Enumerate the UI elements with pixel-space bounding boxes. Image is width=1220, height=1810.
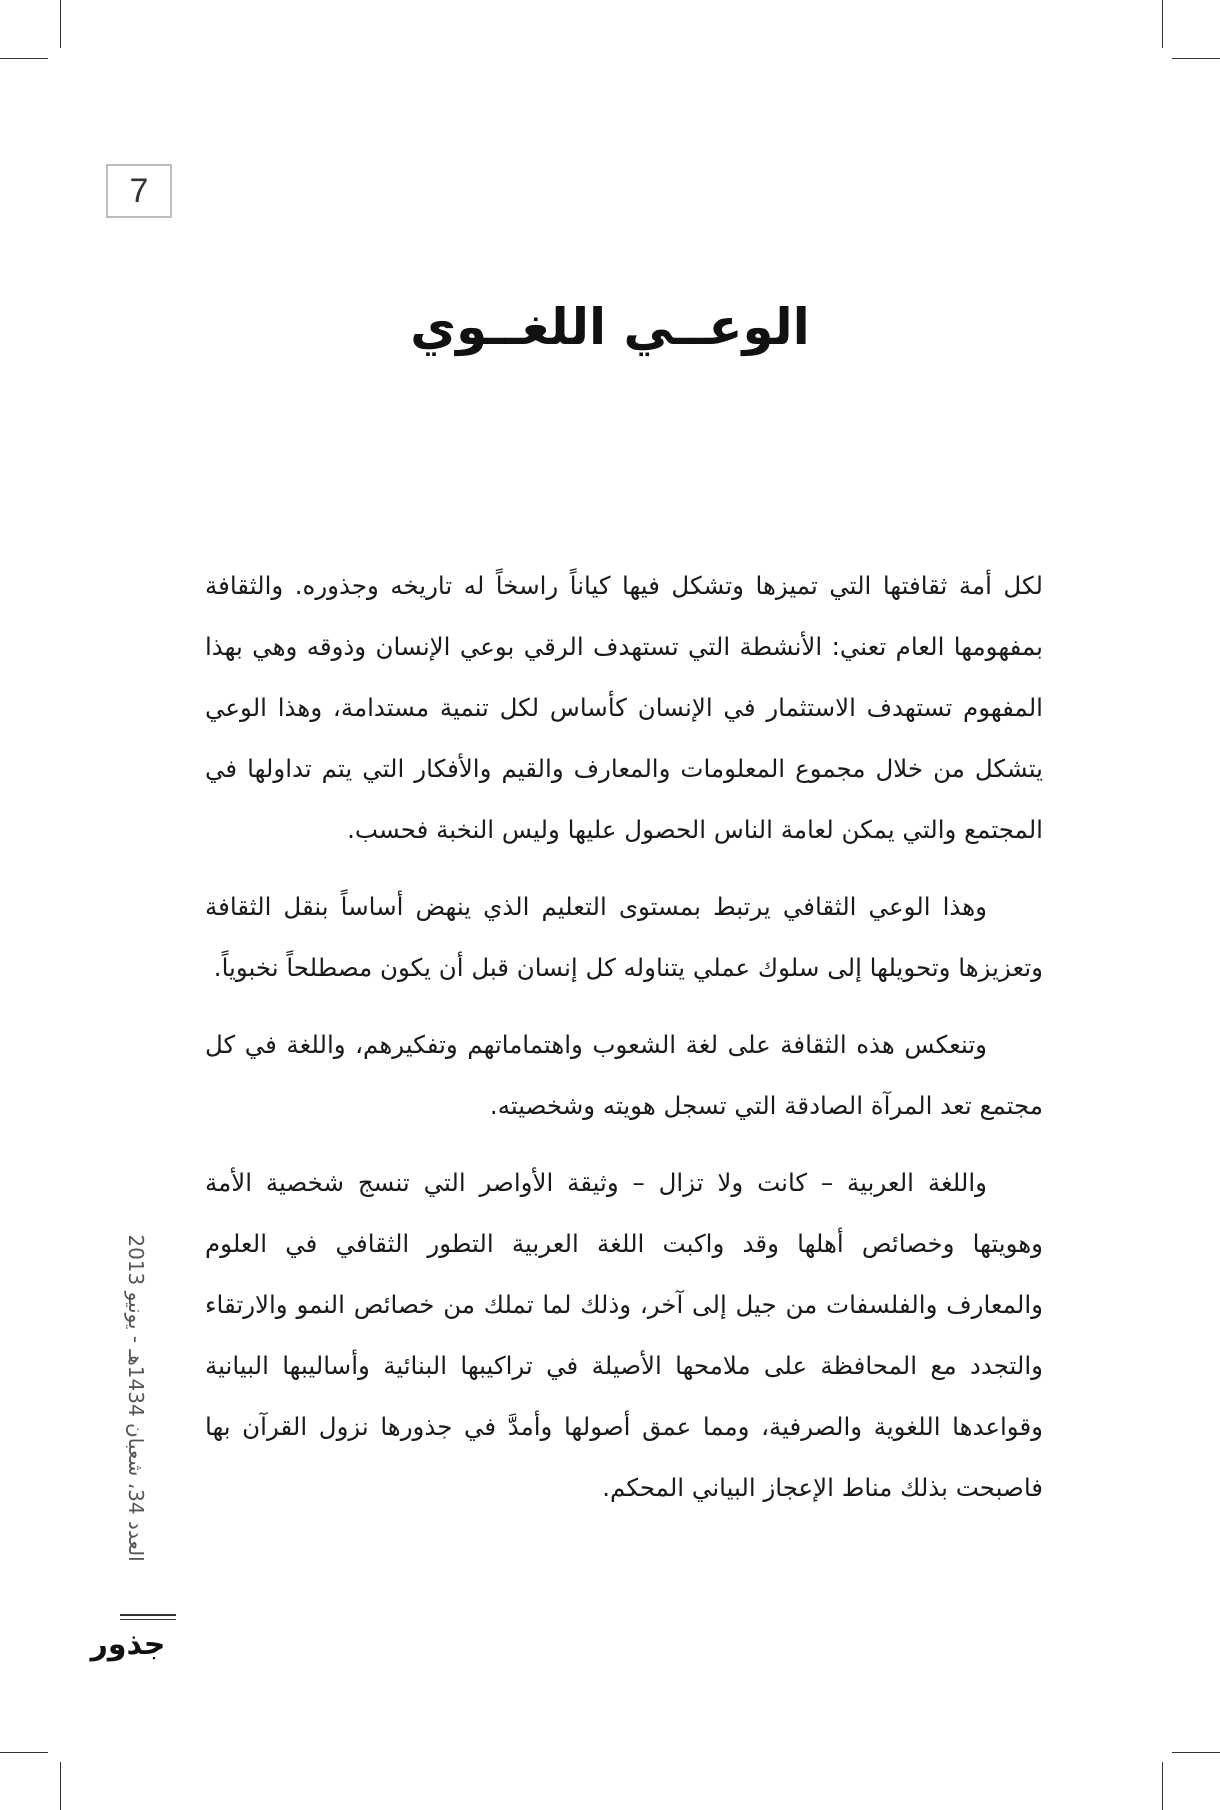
- logo-rule: [120, 1614, 176, 1616]
- paragraph: لكل أمة ثقافتها التي تميزها وتشكل فيها كياناً راسخاً له تاريخه وجذوره. والثقافة بمفهومها العام تعني: الأنشطة التي تستهدف الرقي بوعي الإنسان وذوقه وهي بهذا المفهوم تستهدف الاستثمار في الإنسان كأساس لكل تنمية مستدامة، وهذا الوعي يتشكل من خلال مجموع المعلومات والمعارف والقيم والأفكار التي يتم تداولها في المجتمع والتي يمكن لعامة الناس الحصول عليها وليس النخبة فحسب.: [205, 571, 1043, 844]
- paragraph: واللغة العربية – كانت ولا تزال – وثيقة الأواصر التي تنسج شخصية الأمة وهويتها وخصائص أهلها وقد واكبت اللغة العربية التطور الثقافي في العلوم والمعارف والفلسفات من جيل إلى آخر، وذلك لما تملك من خصائص النمو والارتقاء والتجدد مع المحافظة على ملامحها الأصيلة في تراكيبها البنائية وأساليبها البيانية وقواعدها اللغوية والصرفية، ومما عمق أصولها وأمدَّ في جذورها نزول القرآن بها فاصبحت بذلك مناط الإعجاز البياني المحكم.: [205, 1168, 1043, 1502]
- page-title: الوعــي اللغــوي: [410, 298, 810, 356]
- article-body: [205, 555, 1043, 1534]
- paragraph: وتنعكس هذه الثقافة على لغة الشعوب واهتماماتهم وتفكيرهم، واللغة في كل مجتمع تعد المرآة الصادقة التي تسجل هويته وشخصيته.: [205, 1030, 1043, 1120]
- crop-mark: [1162, 0, 1163, 48]
- issue-info: العدد 34، شعبان 1434هـ - يونيو 2013: [124, 1234, 148, 1562]
- journal-logo: جذور: [90, 1626, 166, 1662]
- logo-rule: [120, 1619, 176, 1620]
- page-number: 7: [106, 164, 172, 218]
- crop-mark: [1162, 1762, 1163, 1810]
- crop-mark: [60, 0, 61, 48]
- crop-mark: [1172, 1752, 1220, 1753]
- crop-mark: [1172, 58, 1220, 59]
- crop-mark: [60, 1762, 61, 1810]
- crop-mark: [0, 1752, 48, 1753]
- crop-mark: [0, 58, 48, 59]
- paragraph: وهذا الوعي الثقافي يرتبط بمستوى التعليم الذي ينهض أساساً بنقل الثقافة وتعزيزها وتحويلها إلى سلوك عملي يتناوله كل إنسان قبل أن يكون مصطلحاً نخبوياً.: [205, 892, 1043, 982]
